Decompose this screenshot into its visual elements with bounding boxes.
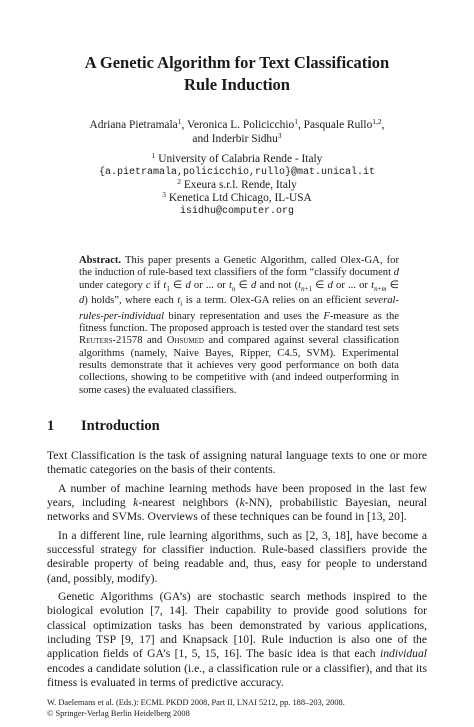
abstract-text: or ... or: [190, 279, 229, 291]
abstract-text: and not (: [256, 279, 299, 291]
math-var: k: [133, 496, 139, 510]
affiliation-marker: 1: [294, 117, 298, 126]
abstract-text: binary representation and uses the: [164, 310, 324, 322]
text-run: -nearest neighbors (: [138, 496, 240, 510]
paragraph: In a different line, rule learning algorithms, such as [2, 3, 18], have become a successful strategy for classifier induction. Rule-based classifiers provide the desirable property of being readable and, thus, easy for people to understand (and, possibly, modify).: [47, 528, 427, 585]
affiliation-1-email: {a.pietramala,policicchio,rullo}@mat.unical.it: [98, 167, 376, 178]
abstract-text: or ... or: [332, 279, 372, 291]
affiliation-2: [0, 178, 474, 192]
author-name: Adriana Pietramala: [89, 119, 178, 131]
abstract-heading: Abstract.: [79, 255, 122, 266]
footer-copyright: © Springer-Verlag Berlin Heidelberg 2008: [47, 708, 190, 718]
abstract-text: under category: [79, 279, 146, 291]
footer-citation: W. Daelemans et al. (Eds.): ECML PKDD 2008, Part II, LNAI 5212, pp. 188–203, 2008.: [47, 698, 345, 707]
affiliation-marker: 1,2: [372, 117, 382, 126]
dataset-name: Ohsumed: [166, 335, 204, 347]
affiliation-marker: 3: [277, 131, 282, 140]
math-var: k: [239, 496, 245, 510]
affiliation-3-email: isidhu@computer.org: [179, 206, 295, 217]
abstract-text: This paper presents a Genetic Algorithm, called Olex-GA, for the induction of rule-based text classifiers of the form “classify document: [79, 255, 399, 279]
footer: [47, 698, 345, 719]
affiliation-text: Exeura s.r.l. Rende, Italy: [183, 179, 297, 191]
math-var: c: [145, 279, 151, 291]
author-name: , Pasquale Rullo: [297, 119, 373, 131]
abstract-text: -21578 and: [112, 335, 167, 347]
paper-title-line-1: A Genetic Algorithm for Text Classification: [84, 53, 390, 72]
abstract-text: -measure as the fitness function. The proposed approach is tested over the standard test sets: [79, 310, 399, 334]
emphasis: individual: [379, 647, 427, 661]
paper-title-line-2: Rule Induction: [184, 75, 290, 94]
author-list-line-2: [0, 132, 474, 146]
abstract-text: if: [150, 279, 164, 291]
abstract-text: ) holds”, where each: [84, 295, 178, 307]
affiliation-1: [0, 152, 474, 166]
section-heading: [47, 417, 160, 435]
text-run: A number of machine learning methods have been proposed in the last few years, including: [47, 481, 427, 510]
math-var: F: [323, 310, 330, 322]
abstract-text: and compared against several classification algorithms (namely, Naive Bayes, Ripper, C4.5, SVM). Experimental results demonstrate that it achieves very good performance on both data collections, showing to be competitive with (and indeed outperforming in some cases) the evaluated classifiers.: [79, 335, 399, 396]
affiliation-marker: 3: [162, 190, 166, 199]
section-title: Introduction: [81, 418, 160, 434]
abstract-text: is a term. Olex-GA relies on an efficient: [182, 295, 365, 307]
author-list: [0, 118, 474, 132]
paragraph: [47, 482, 427, 525]
section-number: 1: [47, 418, 55, 434]
body-text: [47, 449, 427, 695]
affiliation-marker: 2: [177, 177, 181, 186]
emphasis: several-rules-per-individual: [79, 295, 399, 322]
affiliation-text: University of Calabria Rende - Italy: [158, 153, 323, 165]
author-separator: ,: [381, 119, 385, 131]
abstract: Abstract. This paper presents a Genetic Algorithm, called Olex-GA, for the induction of rule-based text classifiers of the form “classify document d under category c if $t_1$ ∈ d or ... or $t_n$ ∈ d and not ($t_{n+1}$ ∈ d or ... or $t_{n+m}$ ∈ d) holds”, where each $t_i$ is a term. Olex-GA relies on an efficient several-rules-per-individual binary representation and uses the F-measure as the fitness function. The proposed approach is tested over the standard test sets Reuters-21578 and Ohsumed and compared against several classification algorithms (namely, Naive Bayes, Ripper, C4.5, SVM). Experimental results demonstrate that it achieves very good performance on both data collections, showing to be competitive with (and indeed outperforming in some cases) the evaluated classifiers.: [79, 255, 399, 396]
affiliation-3: [0, 191, 474, 205]
dataset-name: Reuters: [79, 335, 113, 347]
paragraph: [47, 590, 427, 690]
text-run: encodes a candidate solution (i.e., a classification rule or a classifier), and that its fitness is evaluated in terms of predictive accuracy.: [47, 661, 427, 690]
affiliation-marker: 1: [177, 117, 182, 126]
affiliation-marker: 1: [151, 151, 156, 160]
author-name: and Inderbir Sidhu: [192, 133, 278, 145]
text-run: -NN), probabilistic Bayesian, neural networks and SVMs. Overviews of these techniques can be found in [13, 20].: [47, 496, 427, 524]
author-name: , Veronica L. Policicchio: [181, 119, 295, 131]
text-run: Genetic Algorithms (GA’s) are stochastic search methods inspired to the biological evolution [7, 14]. Their capability to provide good solutions for classical optimization tasks has been demonstrated by various applications, including TSP [9, 17] and Knapsack [10]. Rule induction is also one of the application fields of GA’s [1, 5, 15, 16]. The basic idea is that each: [47, 590, 427, 661]
paragraph: Text Classification is the task of assigning natural language texts to one or more thematic categories on the basis of their contents.: [47, 449, 427, 477]
math-var: d: [393, 267, 399, 279]
affiliation-text: Kenetica Ltd Chicago, IL-USA: [168, 192, 312, 204]
